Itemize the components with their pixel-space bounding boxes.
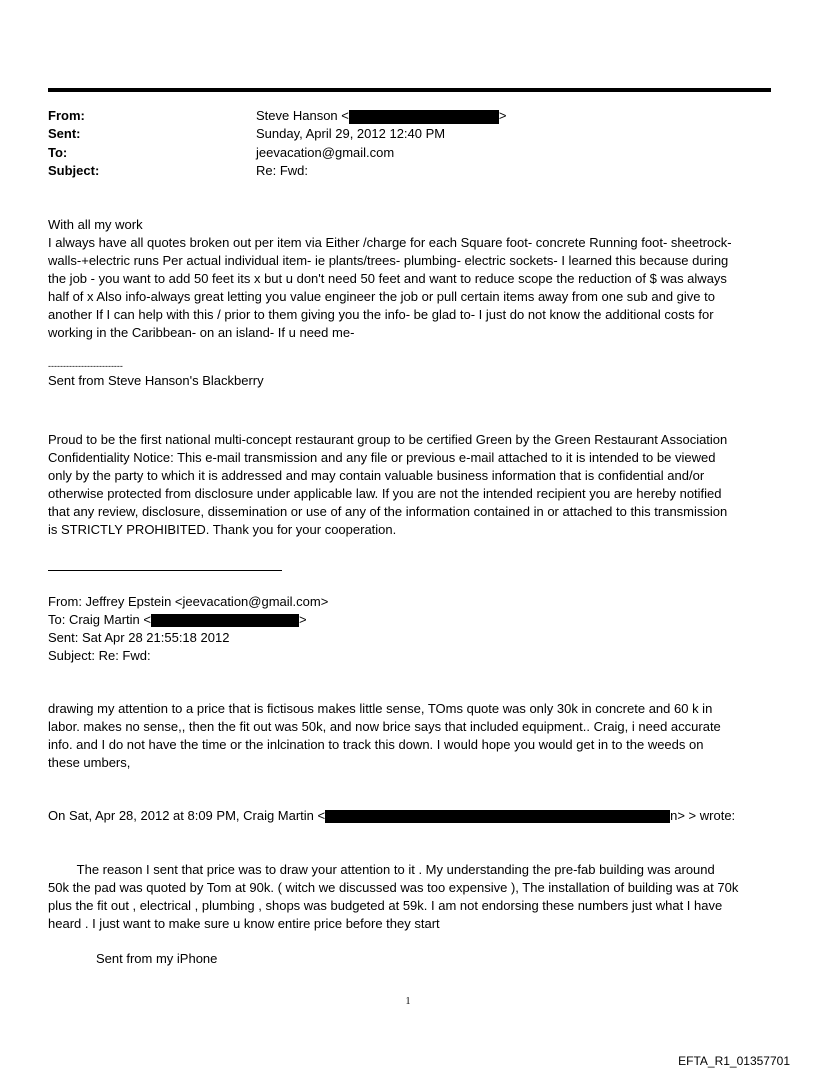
body-line: I always have all quotes broken out per item via Either /charge for each Square foot- concrete Running foot- sheetrock- [48,235,732,250]
from-name: Steve Hanson < [256,108,349,123]
body-line: working in the Caribbean- on an island- If u need me- [48,325,355,340]
disclaimer-line: otherwise protected from disclosure under applicable law. If you are not the intended recipient you are hereby notified [48,486,722,501]
iphone-sent-from: Sent from my iPhone [96,951,218,966]
body-line: the job - you want to add 50 feet its x but u don't need 50 feet and want to reduce scope the reduction of $ was always [48,271,727,286]
signature-dashes: ------------------------- [48,361,123,371]
body-line: walls-+electric runs Per actual individual item- ie plants/trees- plumbing- electric sockets- I learned this because during [48,253,729,268]
quote-suffix: n> > wrote: [670,808,736,823]
body-line: heard . I just want to make sure u know entire price before they start [48,916,440,931]
to-label: To: [48,145,68,160]
body-line: plus the fit out , electrical , plumbing , shops was budgeted at 59k. I am not endorsing these numbers just what I have [48,898,723,913]
to-value: jeevacation@gmail.com [256,145,395,160]
body-line: 50k the pad was quoted by Tom at 90k. ( witch we discussed was too expensive ), The installation of building was at 70k [48,880,739,895]
redaction-bar [325,810,670,823]
quoted-body [48,861,768,933]
redaction-bar [151,614,299,627]
body-line: labor. makes no sense,, then the fit out was 50k, and now brice says that included equipment.. Craig, i need accurate [48,719,721,734]
body-line: The reason I sent that price was to draw your attention to it . My understanding the pre-fab building was around [48,862,715,877]
forward-subject: Subject: Re: Fwd: [48,648,151,663]
body-line: these umbers, [48,755,131,770]
iphone-signature [96,950,696,968]
subject-label: Subject: [48,163,100,178]
message-body [48,216,768,342]
redaction-bar [349,110,499,124]
body-line: half of x Also info-always great letting you value engineer the job or pull certain items away from one sub and give to [48,289,715,304]
forward-to: To: Craig Martin < > [48,612,307,627]
forward-sent: Sent: Sat Apr 28 21:55:18 2012 [48,630,230,645]
header-rule [48,88,771,92]
disclaimer-line: Proud to be the first national multi-concept restaurant group to be certified Green by the Green Restaurant Association [48,432,728,447]
quote-prefix: On Sat, Apr 28, 2012 at 8:09 PM, Craig Martin < [48,808,326,823]
quote-header [48,807,768,825]
disclaimer [48,431,768,539]
body-line: drawing my attention to a price that is fictisous makes little sense, TOms quote was only 30k in concrete and 60 k in [48,701,713,716]
forward-from: From: Jeffrey Epstein <jeevacation@gmail.com> [48,594,329,609]
reply-body [48,700,768,772]
divider [48,570,282,571]
signature [48,360,768,390]
sent-value: Sunday, April 29, 2012 12:40 PM [256,126,446,141]
page-number: 1 [405,996,411,1007]
subject-value: Re: Fwd: [256,163,309,178]
disclaimer-line: Confidentiality Notice: This e-mail transmission and any file or previous e-mail attached to it is intended to be viewed [48,450,716,465]
document-id: EFTA_R1_01357701 [678,1054,790,1068]
body-line: With all my work [48,217,143,232]
body-line: info. and I do not have the time or the inlcination to track this down. I would hope you would get in to the weeds on [48,737,704,752]
from-label: From: [48,108,85,123]
body-line: another If I can help with this / prior to them giving you the info- be glad to- I just do not know the additional costs for [48,307,714,322]
from-close: > [498,108,507,123]
sent-label: Sent: [48,126,81,141]
disclaimer-line: is STRICTLY PROHIBITED. Thank you for your cooperation. [48,522,397,537]
forward-header [48,593,768,665]
disclaimer-line: only by the party to which it is addressed and may contain valuable business information that is confidential and/or [48,468,705,483]
signature-sent-from: Sent from Steve Hanson's Blackberry [48,373,264,388]
disclaimer-line: that any review, disclosure, dissemination or use of any of the information contained in or attached to this transmission [48,504,728,519]
